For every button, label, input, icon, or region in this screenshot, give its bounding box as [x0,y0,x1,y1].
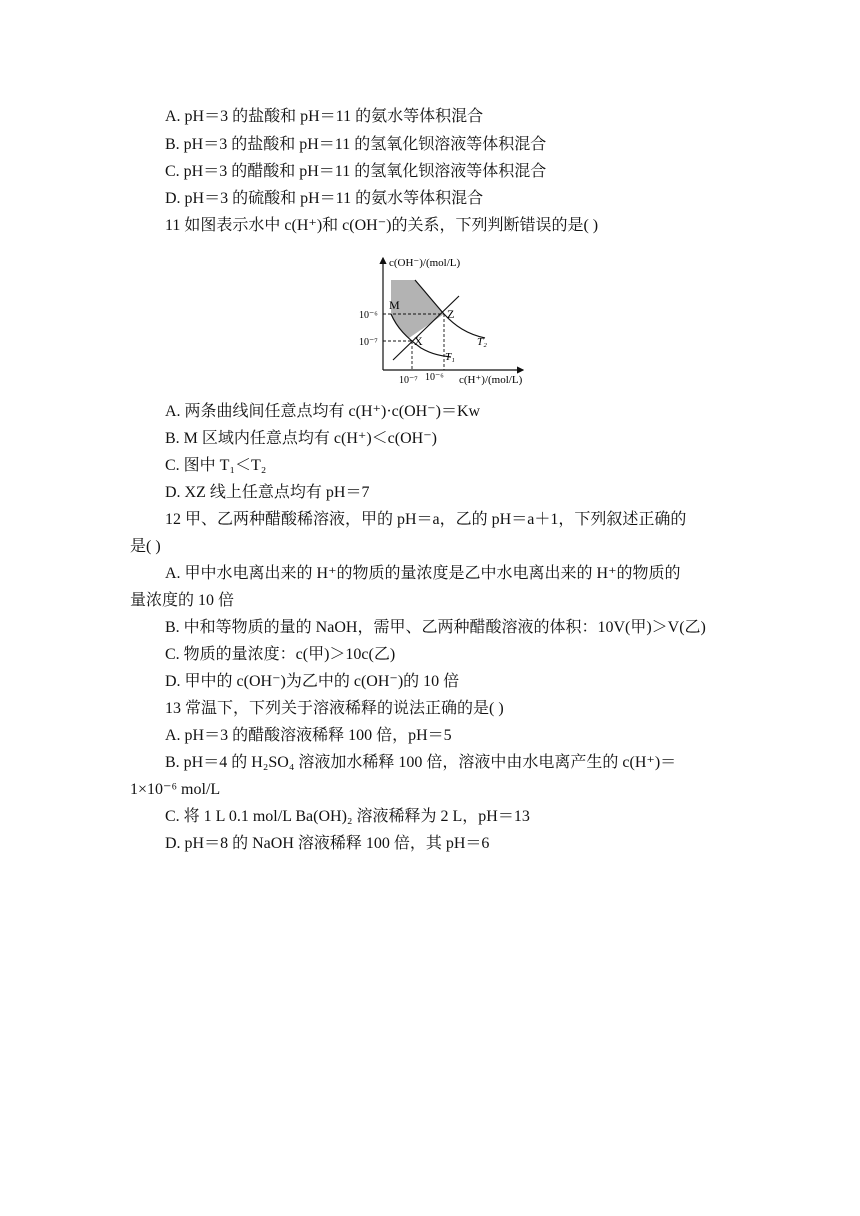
option-b-line: B. pH＝3 的盐酸和 pH＝11 的氢氧化钡溶液等体积混合 [165,136,547,153]
curve-t2-label: T₂ [477,336,487,348]
x-tick-1e6: 10⁻⁶ [425,372,444,383]
question-13-stem: 13 常温下，下列关于溶液稀释的说法正确的是( ) [165,700,504,717]
question-11-stem: 11 如图表示水中 c(H⁺)和 c(OH⁻)的关系，下列判断错误的是( ) [165,217,599,234]
point-m-label: M [389,298,400,312]
question-13-option-b-cont: 1×10⁻⁶ mol/L [130,781,221,798]
question-13-option-d: D. pH＝8 的 NaOH 溶液稀释 100 倍，其 pH＝6 [165,835,490,852]
option-a-line: A. pH＝3 的盐酸和 pH＝11 的氨水等体积混合 [165,108,484,125]
question-12-option-b: B. 中和等物质的量的 NaOH，需甲、乙两种醋酸溶液的体积：10V(甲)＞V(乙) [165,619,706,636]
point-z-label: Z [447,307,455,321]
question-13-option-a: A. pH＝3 的醋酸溶液稀释 100 倍，pH＝5 [165,727,452,744]
question-11-option-c: C. 图中 T₁＜T₂ [165,457,267,474]
question-12-stem-cont: 是( ) [130,538,161,555]
question-13-option-c: C. 将 1 L 0.1 mol/L Ba(OH)₂ 溶液稀释为 2 L，pH＝13 [165,808,530,825]
x-axis-label: c(H⁺)/(mol/L) [459,374,523,386]
question-11-option-b: B. M 区域内任意点均有 c(H⁺)＜c(OH⁻) [165,430,437,447]
curve-t1-label: T₁ [445,351,455,363]
y-tick-1e6: 10⁻⁶ [359,310,378,321]
question-12-stem: 12 甲、乙两种醋酸稀溶液，甲的 pH＝a，乙的 pH＝a＋1，下列叙述正确的 [165,511,687,528]
question-12-option-d: D. 甲中的 c(OH⁻)为乙中的 c(OH⁻)的 10 倍 [165,673,460,690]
x-tick-1e7: 10⁻⁷ [399,375,418,386]
question-11-option-a: A. 两条曲线间任意点均有 c(H⁺)·c(OH⁻)＝Kw [165,403,481,420]
question-11-option-d: D. XZ 线上任意点均有 pH＝7 [165,484,370,501]
question-13-option-b: B. pH＝4 的 H₂SO₄ 溶液加水稀释 100 倍，溶液中由水电离产生的 c(H⁺)＝ [165,754,677,771]
ion-product-graph [355,252,545,388]
option-c-line: C. pH＝3 的醋酸和 pH＝11 的氢氧化钡溶液等体积混合 [165,163,547,180]
option-d-line: D. pH＝3 的硫酸和 pH＝11 的氨水等体积混合 [165,190,484,207]
y-axis-label: c(OH⁻)/(mol/L) [389,257,461,269]
question-12-option-c: C. 物质的量浓度：c(甲)＞10c(乙) [165,646,396,663]
question-12-option-a-cont: 量浓度的 10 倍 [130,592,235,609]
water-ionization-figure [355,252,545,388]
point-x-label: X [414,334,423,348]
y-tick-1e7: 10⁻⁷ [359,337,378,348]
question-12-option-a: A. 甲中水电离出来的 H⁺的物质的量浓度是乙中水电离出来的 H⁺的物质的 [165,565,681,582]
